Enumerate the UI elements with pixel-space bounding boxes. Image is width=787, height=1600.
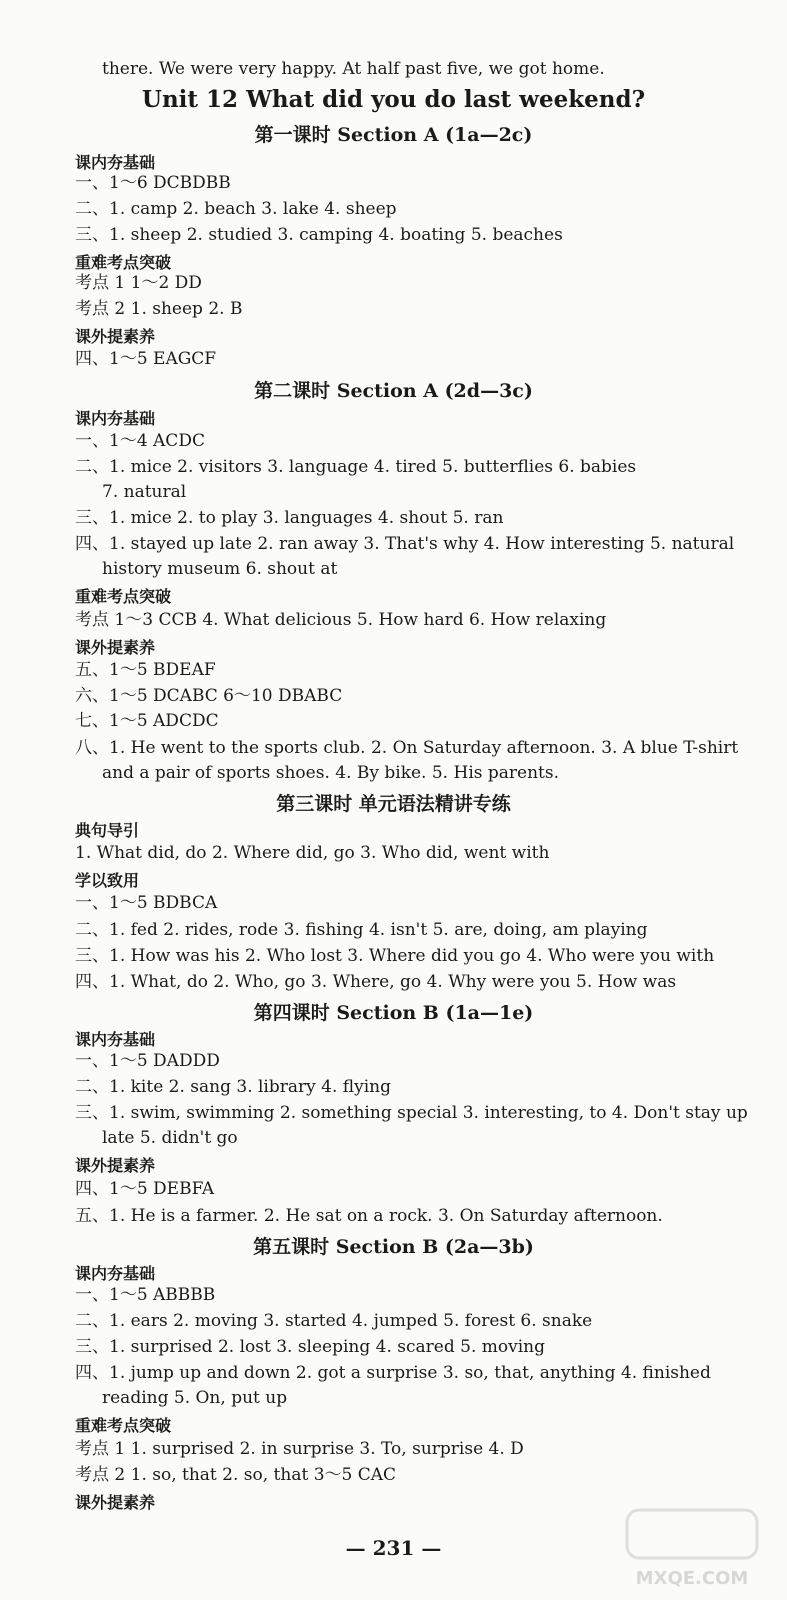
answer-line: 二、1. camp 2. beach 3. lake 4. sheep: [75, 199, 397, 219]
answer-line: 二、1. fed 2. rides, rode 3. fishing 4. isn't 5. are, doing, am playing: [75, 920, 648, 940]
answer-line: 二、1. mice 2. visitors 3. language 4. tired 5. butterflies 6. babies: [75, 457, 637, 477]
sub-label: 课内夯基础: [75, 1030, 156, 1049]
answer-line: 考点 1～3 CCB 4. What delicious 5. How hard 6. How relaxing: [75, 610, 607, 630]
answer-text: 1. sheep 2. studied 3. camping 4. boating 5. beaches: [109, 225, 563, 245]
answer-line: 一、1～4 ACDC: [75, 431, 205, 451]
answer-line-cont: late 5. didn't go: [102, 1128, 238, 1148]
answer-line-cont: and a pair of sports shoes. 4. By bike. 5. His parents.: [102, 763, 559, 783]
sub-label: 课内夯基础: [75, 153, 156, 172]
answer-line: 三、1. surprised 2. lost 3. sleeping 4. scared 5. moving: [75, 1337, 545, 1357]
answer-line: 四、1～5 DEBFA: [75, 1179, 215, 1199]
answer-line: 五、1～5 BDEAF: [75, 660, 216, 680]
text-line: there. We were very happy. At half past five, we got home.: [102, 59, 605, 79]
answer-line: 六、1～5 DCABC 6～10 DBABC: [75, 686, 343, 706]
answer-line: 考点 1 1～2 DD: [75, 273, 202, 293]
answer-line: 八、1. He went to the sports club. 2. On Saturday afternoon. 3. A blue T-shirt: [75, 738, 739, 758]
answer-line: 四、1～5 EAGCF: [75, 349, 217, 369]
answer-line: 考点 1 1. surprised 2. in surprise 3. To, surprise 4. D: [75, 1439, 524, 1459]
section-title: 第一课时 Section A (1a—2c): [254, 124, 533, 146]
answer-line: 三、1. How was his 2. Who lost 3. Where did you go 4. Who were you with: [75, 946, 715, 966]
sub-label: 课内夯基础: [75, 1264, 156, 1283]
answer-line: 考点 2 1. so, that 2. so, that 3～5 CAC: [75, 1465, 397, 1485]
sub-label: 课外提素养: [75, 638, 156, 657]
sub-label: 重难考点突破: [75, 253, 172, 272]
answer-line: 考点 2 1. sheep 2. B: [75, 299, 243, 319]
answer-prefix: 三、: [75, 225, 109, 245]
answer-line: 三、1. swim, swimming 2. something special 3. interesting, to 4. Don't stay up: [75, 1103, 748, 1123]
sub-label: 学以致用: [75, 871, 140, 890]
watermark-frame: [627, 1510, 757, 1558]
answer-line: 四、1. jump up and down 2. got a surprise 3. so, that, anything 4. finished: [75, 1363, 711, 1383]
answer-line: 四、1. What, do 2. Who, go 3. Where, go 4. Why were you 5. How was: [75, 972, 677, 992]
section-title: 第三课时 单元语法精讲专练: [276, 793, 511, 815]
section-title: 第五课时 Section B (2a—3b): [253, 1236, 534, 1258]
answer-line: [75, 224, 563, 246]
unit-title: Unit 12 What did you do last weekend?: [141, 86, 646, 113]
answer-line: 一、1～6 DCBDBB: [75, 173, 231, 193]
page-number: — 231 —: [345, 1536, 442, 1560]
answer-line: 三、1. mice 2. to play 3. languages 4. shout 5. ran: [75, 508, 504, 528]
section-title: 第二课时 Section A (2d—3c): [254, 380, 533, 402]
answer-line: 一、1～5 ABBBB: [75, 1285, 216, 1305]
answer-line-cont: 7. natural: [102, 482, 187, 502]
sub-label: 课外提素养: [75, 327, 156, 346]
answer-line: 七、1～5 ADCDC: [75, 711, 219, 731]
answer-line: 一、1～5 DADDD: [75, 1051, 220, 1071]
answer-line-cont: reading 5. On, put up: [102, 1388, 288, 1408]
sub-label: 重难考点突破: [75, 1416, 172, 1435]
answer-line-cont: history museum 6. shout at: [102, 559, 338, 579]
section-title: 第四课时 Section B (1a—1e): [253, 1002, 534, 1024]
watermark-logo: [617, 1508, 767, 1592]
sub-label: 课外提素养: [75, 1493, 156, 1512]
answer-line: 二、1. kite 2. sang 3. library 4. flying: [75, 1077, 391, 1097]
sub-label: 典句导引: [75, 821, 140, 840]
answer-line: 五、1. He is a farmer. 2. He sat on a rock. 3. On Saturday afternoon.: [75, 1206, 663, 1226]
answer-line: 1. What did, do 2. Where did, go 3. Who did, went with: [75, 843, 550, 863]
watermark-text: MXQE.COM: [635, 1568, 749, 1589]
answer-line: 二、1. ears 2. moving 3. started 4. jumped 5. forest 6. snake: [75, 1311, 593, 1331]
answer-line: 四、1. stayed up late 2. ran away 3. That's why 4. How interesting 5. natural: [75, 534, 735, 554]
sub-label: 重难考点突破: [75, 587, 172, 606]
sub-label: 课内夯基础: [75, 409, 156, 428]
answer-line: 一、1～5 BDBCA: [75, 893, 218, 913]
sub-label: 课外提素养: [75, 1156, 156, 1175]
